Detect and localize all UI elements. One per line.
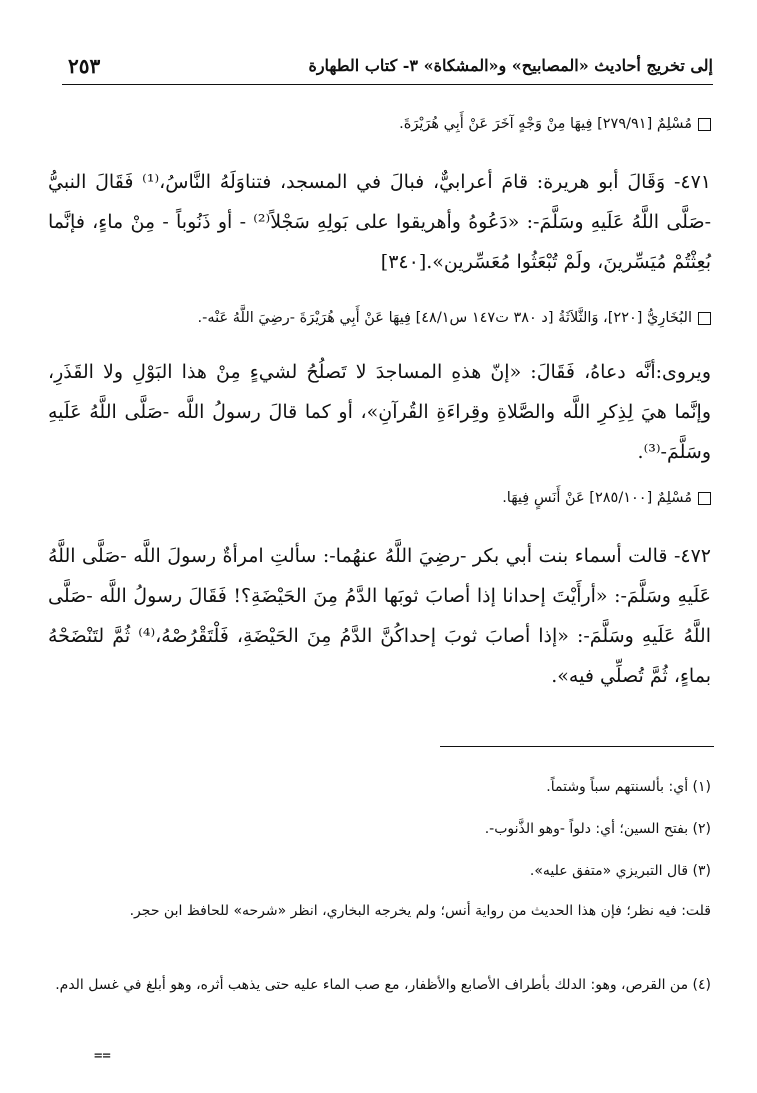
footnote-3-note: قلت: فيه نظر؛ فإن هذا الحديث من رواية أنس؛ ولم يخرجه البخاري، انظر «شرحه» للحافظ ابن حجر. — [129, 903, 711, 919]
end-mark: == — [94, 1048, 111, 1064]
footnote-2: (٢) بفتح السين؛ أي: دلواً -وهو الذَّنوب-. — [484, 821, 711, 837]
running-header — [62, 50, 713, 85]
header-title: إلى تخريج أحاديث «المصابيح» و«المشكاة» ٣- كتاب الطهارة — [308, 56, 713, 75]
page-number: ٢٥٣ — [68, 54, 101, 78]
hadith-471-variant: ويروى:أنَّه دعاهُ، فَقَالَ: «إنّ هذهِ المساجدَ لا تَصلُحُ لشيءٍ مِنْ هذا البَوْلِ ولا القَذَرِ، وإنَّما هيَ لِذِكرِ اللَّه والصَّلاةِ وقِراءَةِ القُرآنِ»، أو كما قالَ رسولُ اللَّه -صَلَّى اللَّهُ عَلَيهِ وسَلَّمَ-⁽³⁾. — [48, 361, 711, 463]
footnote-1: (١) أي: بألسنتهم سباً وشتماً. — [546, 779, 711, 795]
footnote-3: (٣) قال التبريزي «متفق عليه». — [529, 863, 711, 879]
source-text: مُسْلِمٌ [٢٨٥/١٠٠] عَنْ أَنَسٍ فِيهَا. — [502, 490, 692, 506]
checkbox-square-icon — [698, 492, 711, 505]
footnote-separator — [440, 746, 714, 747]
hadith-472: ٤٧٢- قالت أسماء بنت أبي بكر -رضِيَ اللَّهُ عنهُما-: سألتِ امرأةٌ رسولَ اللَّه -صَلَّى اللَّهُ عَلَيهِ وسَلَّمَ-: «أرأَيْتَ إحدانا إذا أصابَ ثوبَها الدَّمُ مِنَ الحَيْضَةِ؟! فَقَالَ رسولُ اللَّه -صَلَّى اللَّهُ عَلَيهِ وسَلَّمَ-: «إذا أصابَ ثوبَ إحداكُنَّ الدَّمُ مِنَ الحَيْضَةِ، فَلْتَقْرُصْهُ،⁽⁴⁾ ثُمَّ لتَنْضَحْهُ بماءٍ، ثُمَّ تُصلِّي فيه». — [48, 545, 711, 687]
source-text: البُخَارِيُّ [٢٢٠]، وَالثَّلاَثَةُ [د ٣٨٠ ت١٤٧ س٤٨/١] فِيهَا عَنْ أَبِي هُرَيْرَةَ -رضِيَ اللَّهُ عَنْه-. — [197, 310, 692, 326]
source-line-2 — [48, 306, 711, 330]
checkbox-square-icon — [698, 312, 711, 325]
footnote-4: (٤) من القرص، وهو: الدلك بأطراف الأصابع والأظفار، مع صب الماء عليه حتى يذهب أثره، وهو أبلغ في غسل الدم. — [55, 977, 711, 993]
source-line-3 — [48, 486, 711, 510]
source-line-1 — [48, 112, 711, 136]
checkbox-square-icon — [698, 118, 711, 131]
hadith-471: ٤٧١- وَقَالَ أبو هريرة: قامَ أعرابيٌّ، فبالَ في المسجد، فتناوَلَهُ النَّاسُ،⁽¹⁾ فَقَالَ النبيُّ -صَلَّى اللَّهُ عَلَيهِ وسَلَّمَ-: «دَعُوهُ وأهريقوا على بَولِهِ سَجْلاً⁽²⁾ - أو ذَنُوباً - مِنْ ماءٍ، فإنَّما بُعِثْتُمْ مُيَسِّرينَ، ولَمْ تُبْعَثُوا مُعَسِّرين».[٣٤٠] — [48, 171, 711, 273]
source-text: مُسْلِمٌ [٢٧٩/٩١] فِيهَا مِنْ وَجْهٍ آخَرَ عَنْ أَبِي هُرَيْرَةَ. — [399, 116, 692, 132]
